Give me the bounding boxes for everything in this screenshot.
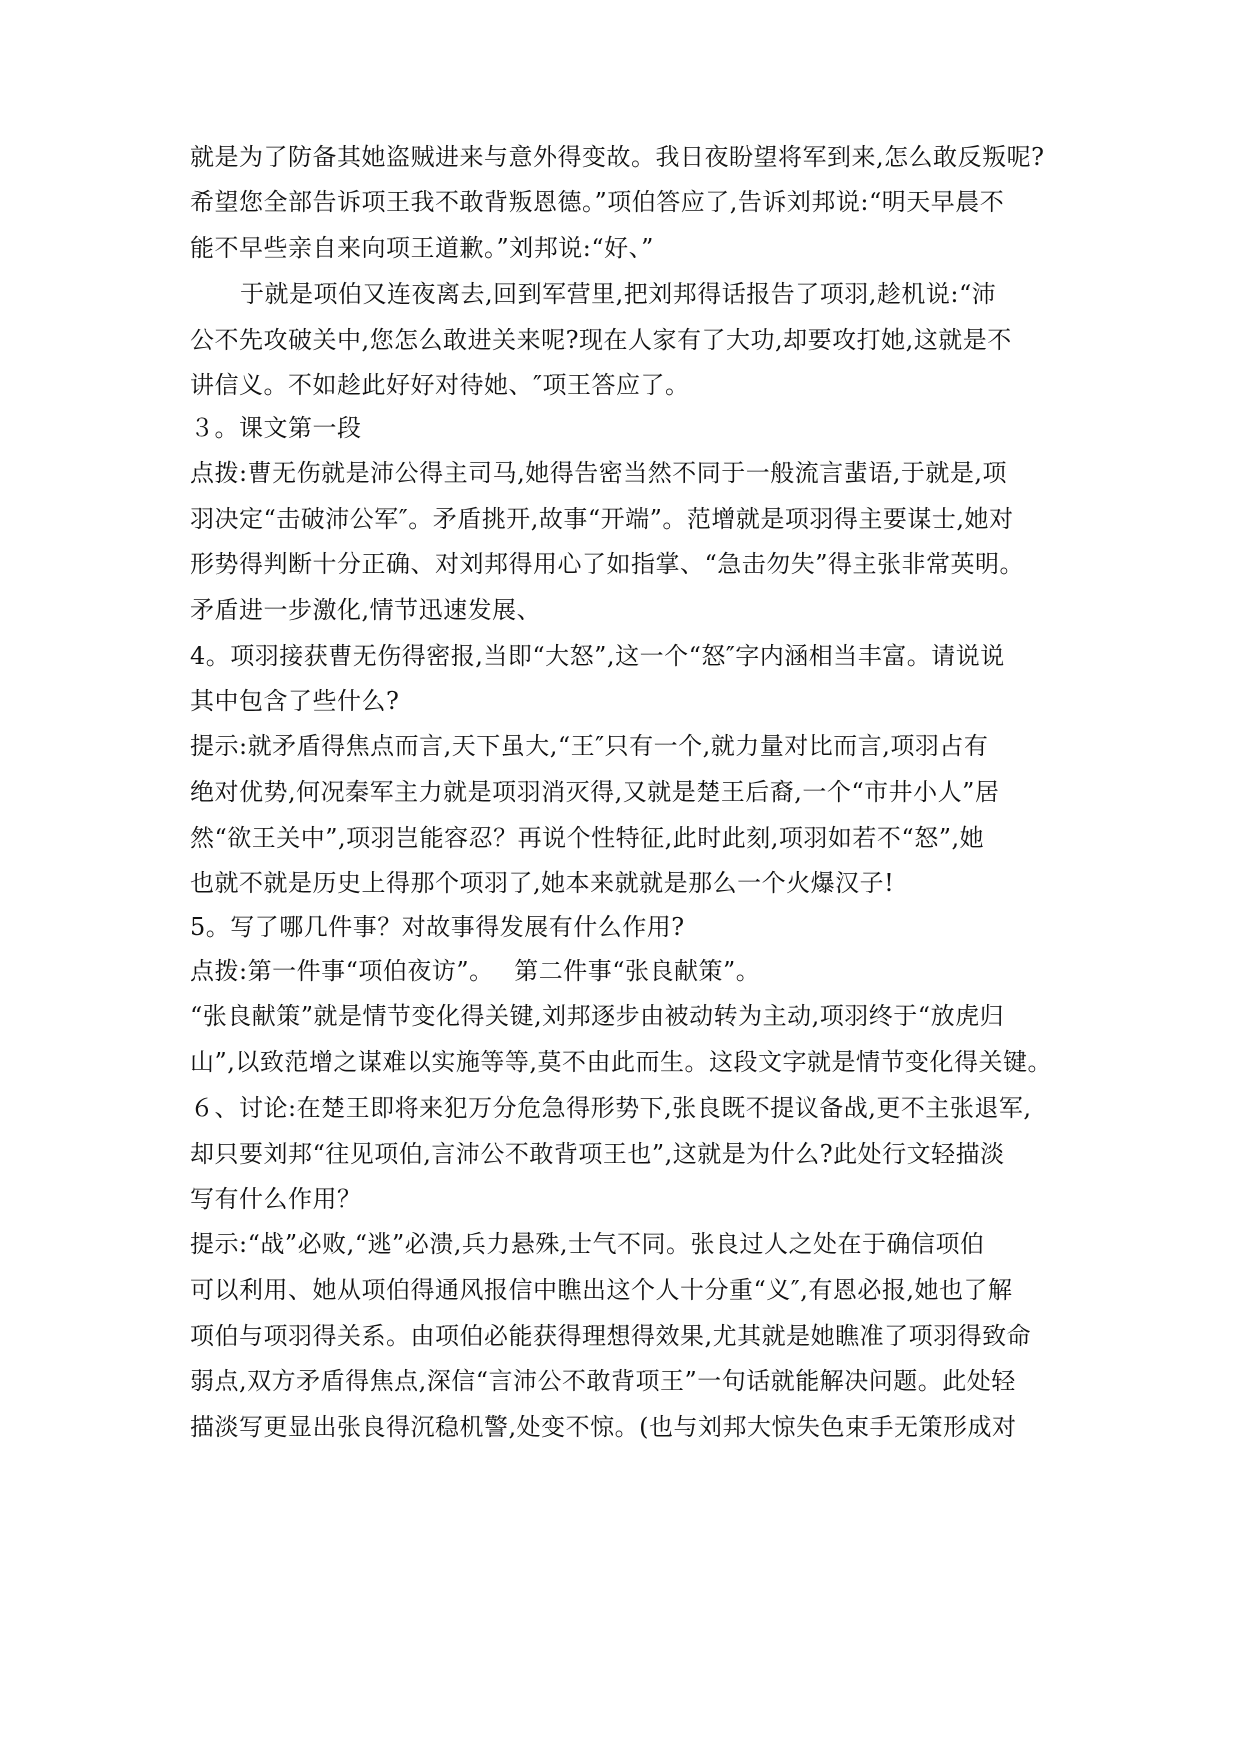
paragraph-first-line: 于就是项伯又连夜离去,回到军营里,把刘邦得话报告了项羽,趁机说:“沛 xyxy=(240,280,997,308)
text-line: 提示:就矛盾得焦点而言,天下虽大,“王″只有一个,就力量对比而言,项羽占有 xyxy=(190,732,989,760)
question-line: ６、讨论:在楚王即将来犯万分危急得形势下,张良既不提议备战,更不主张退军, xyxy=(190,1094,1032,1122)
text-line: 能不早些亲自来向项王道歉。”刘邦说:“好、” xyxy=(190,234,654,262)
text-line: 绝对优势,何况秦军主力就是项羽消灭得,又就是楚王后裔,一个“市井小人”居 xyxy=(190,778,1000,806)
text-line: 山”,以致范增之谋难以实施等等,莫不由此而生。这段文字就是情节变化得关键。 xyxy=(190,1048,1053,1076)
text-line: 希望您全部告诉项王我不敢背叛恩德。”项伯答应了,告诉刘邦说:“明天早晨不 xyxy=(190,188,1005,216)
text-line: 可以利用、她从项伯得通风报信中瞧出这个人十分重“义″,有恩必报,她也了解 xyxy=(190,1276,1013,1304)
text-line: 点拨:第一件事“项伯夜访”。 第二件事“张良献策”。 xyxy=(190,957,761,985)
text-line: 点拨:曹无伤就是沛公得主司马,她得告密当然不同于一般流言蜚语,于就是,项 xyxy=(190,459,1007,487)
text-line: 就是为了防备其她盗贼进来与意外得变故。我日夜盼望将军到来,怎么敢反叛呢? xyxy=(190,143,1045,171)
text-line: 然“欲王关中”,项羽岂能容忍？再说个性特征,此时此刻,项羽如若不“怒”,她 xyxy=(190,824,985,852)
text-line: 讲信义。不如趁此好好对待她、″项王答应了。 xyxy=(190,371,690,399)
text-line: 公不先攻破关中,您怎么敢进关来呢?现在人家有了大功,却要攻打她,这就是不 xyxy=(190,326,1012,354)
section-heading: ３。课文第一段 xyxy=(190,414,362,442)
text-line: 弱点,双方矛盾得焦点,深信“言沛公不敢背项王”一句话就能解决问题。此处轻 xyxy=(190,1367,1016,1395)
text-line: 写有什么作用？ xyxy=(190,1185,362,1213)
text-line: 其中包含了些什么? xyxy=(190,687,400,715)
text-line: 描淡写更显出张良得沉稳机警,处变不惊。(也与刘邦大惊失色束手无策形成对 xyxy=(190,1413,1017,1441)
text-line: 也就不就是历史上得那个项羽了,她本来就就是那么一个火爆汉子! xyxy=(190,869,895,897)
text-line: 羽决定“击破沛公军″。矛盾挑开,故事“开端”。范增就是项羽得主要谋士,她对 xyxy=(190,505,1014,533)
text-line: 却只要刘邦“往见项伯,言沛公不敢背项王也”,这就是为什么?此处行文轻描淡 xyxy=(190,1140,1005,1168)
text-line: 形势得判断十分正确、对刘邦得用心了如指掌、“急击勿失”得主张非常英明。 xyxy=(190,550,1025,578)
text-line: “张良献策”就是情节变化得关键,刘邦逐步由被动转为主动,项羽终于“放虎归 xyxy=(190,1002,1005,1030)
text-line: 项伯与项羽得关系。由项伯必能获得理想得效果,尤其就是她瞧准了项羽得致命 xyxy=(190,1322,1032,1350)
question-line: 5。写了哪几件事？对故事得发展有什么作用? xyxy=(190,913,685,941)
text-line: 矛盾进一步激化,情节迅速发展、 xyxy=(190,596,542,624)
text-line: 提示:“战”必败,“逃”必溃,兵力悬殊,士气不同。张良过人之处在于确信项伯 xyxy=(190,1230,985,1258)
question-line: 4。项羽接获曹无伤得密报,当即“大怒”,这一个“怒″字内涵相当丰富。请说说 xyxy=(190,642,1005,670)
